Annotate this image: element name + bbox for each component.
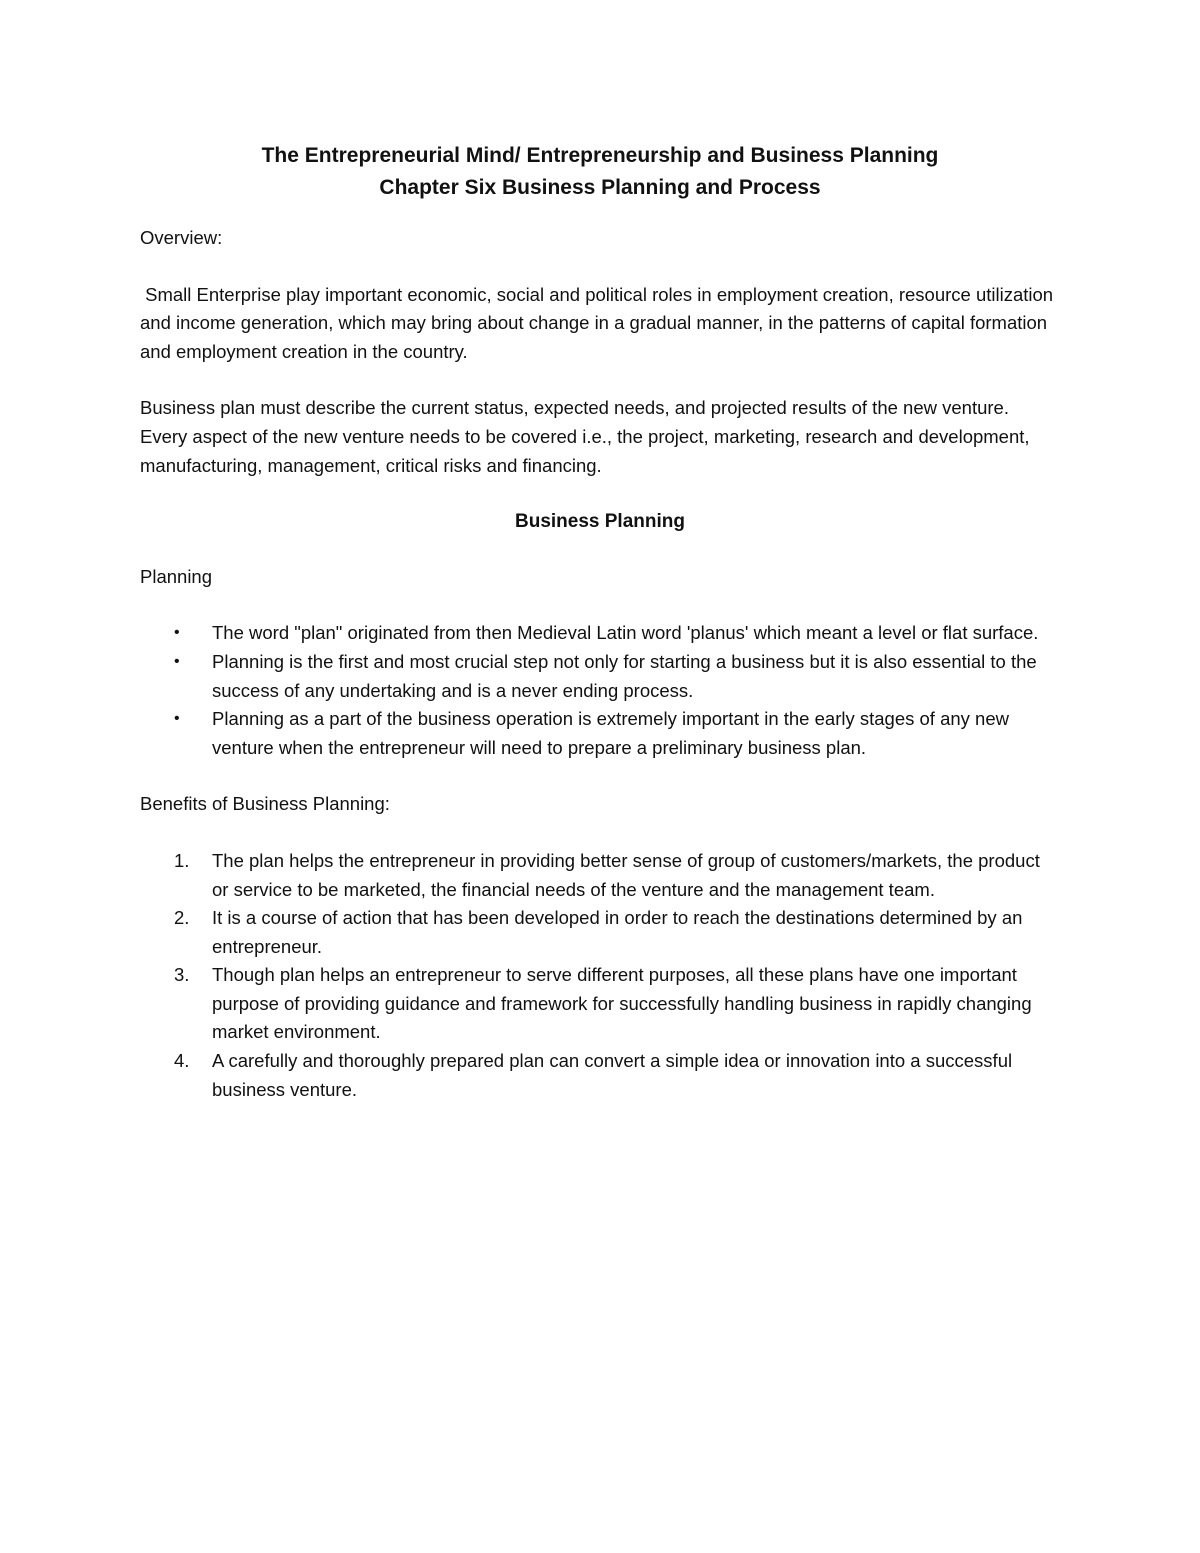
list-item [174,904,1060,961]
list-item-text: The word "plan" originated from then Medieval Latin word 'planus' which meant a level or flat surface. [212,622,1039,644]
list-item [174,1047,1060,1104]
section-heading-business-planning: Business Planning [515,511,685,533]
list-item [174,705,1060,762]
planning-bullet-list [140,619,1060,762]
list-item [174,648,1060,705]
list-item-text: Planning as a part of the business operation is extremely important in the early stages of any new venture when the entrepreneur will need to prepare a preliminary business plan. [212,708,1009,758]
benefits-label: Benefits of Business Planning: [140,793,390,815]
list-item-text: It is a course of action that has been developed in order to reach the destinations determined by an entrepreneur. [212,907,1023,957]
list-item-text: Though plan helps an entrepreneur to serve different purposes, all these plans have one important purpose of providing guidance and framework for successfully handling business in rapidly changing market environment. [212,964,1032,1043]
planning-label: Planning [140,565,213,587]
list-item-number: 3. [174,964,190,986]
business-plan-paragraph: Business plan must describe the current status, expected needs, and projected results of the new venture. Every aspect of the new venture needs to be covered i.e., the project, marketing, research and development, manufacturing, management, critical risks and financing. [140,397,1030,476]
title-line-2: Chapter Six Business Planning and Process [379,176,821,199]
bullet-icon: • [174,652,180,670]
list-item-text: Planning is the first and most crucial step not only for starting a business but it is also essential to the success of any undertaking and is a never ending process. [212,650,1037,701]
overview-label: Overview: [140,227,223,248]
list-item [174,847,1060,904]
bullet-icon: • [174,624,180,642]
list-item-number: 2. [174,907,190,929]
benefits-numbered-list [140,847,1060,1104]
bullet-icon: • [174,710,180,728]
document-content [140,140,1060,1132]
title-line-1: The Entrepreneurial Mind/ Entrepreneurship and Business Planning [261,144,939,167]
list-item-text: A carefully and thoroughly prepared plan can convert a simple idea or innovation into a successful business venture. [212,1050,1013,1100]
list-item [174,961,1060,1047]
list-item [174,619,1060,648]
list-item-text: The plan helps the entrepreneur in providing better sense of group of customers/markets, the product or service to be marketed, the financial needs of the venture and the management team. [212,849,1040,900]
document-title [140,140,1060,204]
list-item-number: 4. [174,1050,190,1072]
overview-paragraph: Small Enterprise play important economic, social and political roles in employment creation, resource utilization and income generation, which may bring about change in a gradual manner, in the patterns of capital formation and employment creation in the country. [140,283,1059,362]
list-item-number: 1. [174,849,190,871]
